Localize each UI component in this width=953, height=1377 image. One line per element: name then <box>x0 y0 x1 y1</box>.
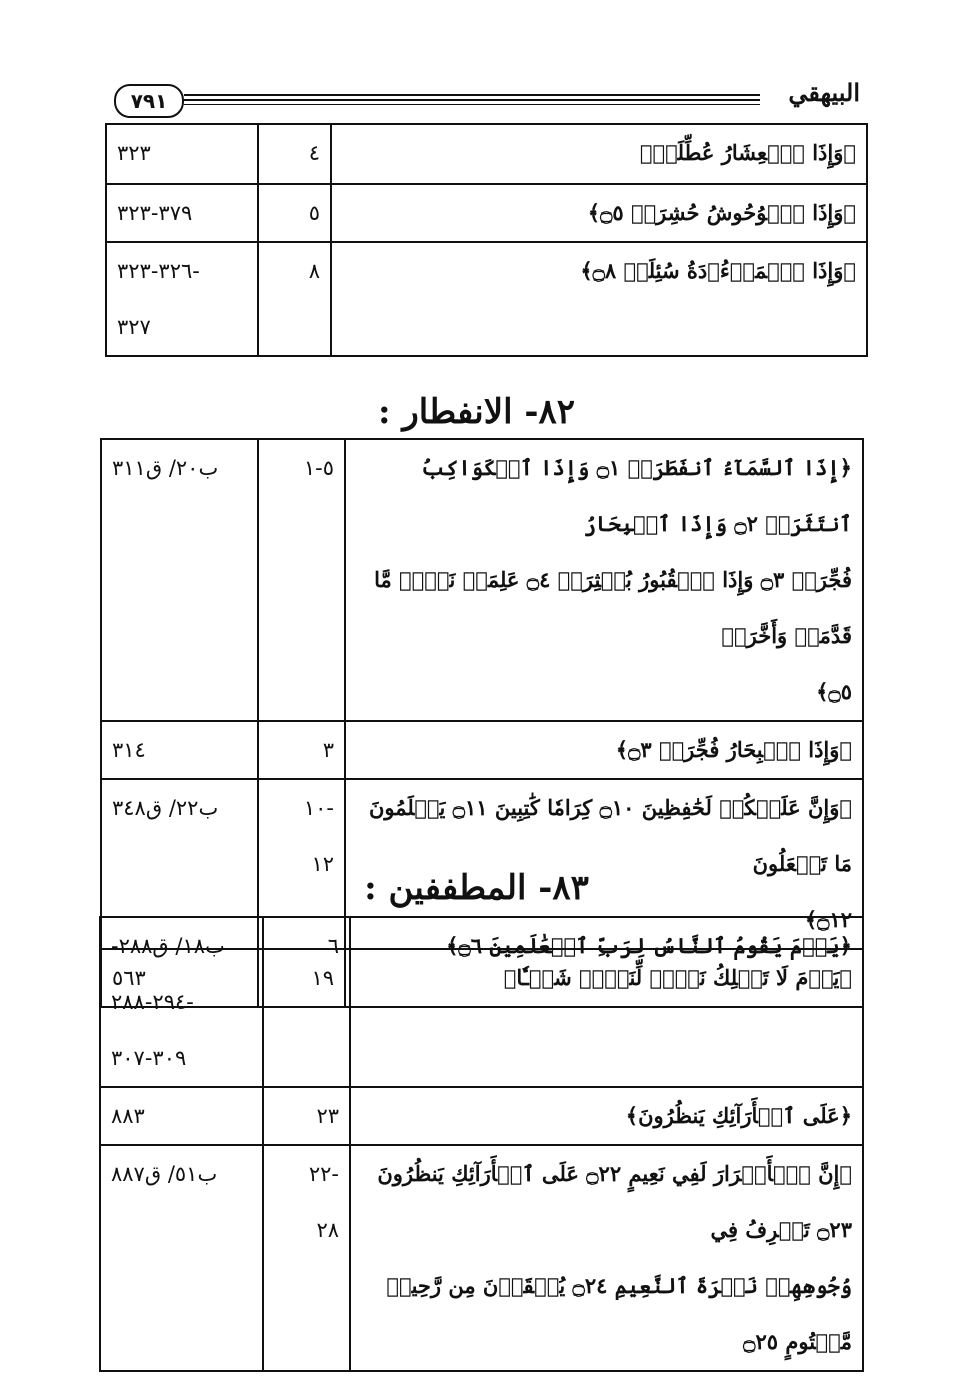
reference-cell: ٥٦٣ <box>101 949 258 1007</box>
ayah-cell: ٣ <box>258 721 345 779</box>
ayah-line: -١٠ <box>303 796 334 820</box>
reference-cell <box>100 917 263 1087</box>
verse-cell: ﴿وَإِذَا ٱلۡبِحَارُ فُجِّرَتۡ ۝٣﴾ <box>345 721 863 779</box>
reference-cell: ب٢٠/ ق٣١١ <box>101 439 258 721</box>
verse-line: ۝٥﴾ <box>816 679 852 704</box>
verse-cell: ﴿وَإِذَا ٱلۡمَوۡءُۥدَةُ سُئِلَتۡ ۝٨﴾ <box>331 242 867 356</box>
verse-cell: ﴿يَوۡمَ يَقُومُ ٱلنَّاسُ لِرَبِّ ٱلۡعَٰلَمِينَ ۝٦﴾ <box>350 917 863 1087</box>
ayah-cell: ٨ <box>258 242 331 356</box>
table-row <box>106 184 867 242</box>
verse-line: ۝١٢﴾ <box>804 907 852 932</box>
header-rule <box>184 104 760 105</box>
header-rule <box>184 94 760 96</box>
reference-line: -٢٩٤-٢٨٨ <box>111 990 194 1014</box>
verse-cell: ﴿وَإِذَا ٱلۡعِشَارُ عُطِّلَتۡ﴾ <box>331 124 867 184</box>
verse-cell <box>345 439 863 721</box>
reference-cell: ٣٧٩-٣٢٣ <box>106 184 258 242</box>
header-rule <box>184 99 760 101</box>
index-table-3 <box>99 916 864 1372</box>
table-row <box>101 439 863 721</box>
ayah-cell: ١٩ <box>258 949 345 1007</box>
ayah-line: -٢٢ <box>308 1162 339 1186</box>
reference-line: -٣٢٦-٣٢٣ <box>117 259 200 283</box>
table-row <box>100 917 863 1087</box>
table-row <box>100 1087 863 1145</box>
surah-heading-83: ٨٣- المطففين : <box>364 868 589 908</box>
reference-line: ٣٢٧ <box>117 315 151 339</box>
reference-cell: ٣٢٣ <box>106 124 258 184</box>
reference-line: ب١٨/ ق٢٨٨- <box>111 934 225 958</box>
table-row <box>100 1145 863 1371</box>
ayah-cell: ٤ <box>258 124 331 184</box>
verse-cell: ﴿عَلَى ٱلۡأَرَآئِكِ يَنظُرُونَ﴾ <box>350 1087 863 1145</box>
ayah-cell <box>263 1145 350 1371</box>
verse-line: فُجِّرَتۡ ۝٣ وَإِذَا ٱلۡقُبُورُ بُعۡثِرَتۡ ۝٤ عَلِمَتۡ نَفۡسٞ مَّا قَدَّمَتۡ وَأَخَّرَتۡ <box>374 567 852 648</box>
verse-cell: ﴿وَإِذَا ٱلۡوُحُوشُ حُشِرَتۡ ۝٥﴾ <box>331 184 867 242</box>
table-row <box>106 124 867 184</box>
reference-cell: ب٥١/ ق٨٨٧ <box>100 1145 263 1371</box>
table-row <box>106 242 867 356</box>
reference-cell: ٣١٤ <box>101 721 258 779</box>
ayah-cell: ٥-١ <box>258 439 345 721</box>
ayah-line: ١٢ <box>311 852 334 876</box>
verse-line: ﴿إِنَّ ٱلۡأَبۡرَارَ لَفِي نَعِيمٍ ۝٢٢ عَلَى ٱلۡأَرَآئِكِ يَنظُرُونَ ۝٢٣ تَعۡرِفُ فِي <box>377 1161 852 1242</box>
running-title: البيهقي <box>788 78 860 107</box>
surah-heading-82: ٨٢- الانفطار : <box>377 392 576 432</box>
reference-cell: ٨٨٣ <box>100 1087 263 1145</box>
reference-line: ٣٠٩-٣٠٧ <box>111 1046 187 1070</box>
verse-line: وُجُوهِهِمۡ نَضۡرَةَ ٱلنَّعِيمِ ۝٢٤ يُسۡقَوۡنَ مِن رَّحِيقٖ مَّخۡتُومٍ ۝٢٥ <box>386 1273 852 1354</box>
table-row <box>101 721 863 779</box>
page-number: ٧٩١ <box>114 84 184 118</box>
ayah-cell: ٦ <box>263 917 350 1087</box>
ayah-cell: ٢٣ <box>263 1087 350 1145</box>
reference-cell <box>106 242 258 356</box>
verse-cell: ﴿يَوۡمَ لَا تَمۡلِكُ نَفۡسٞ لِّنَفۡسٖ شَيۡـٔٗا﴾ <box>345 949 863 1007</box>
ayah-cell: ٥ <box>258 184 331 242</box>
page-header <box>108 78 860 122</box>
reference-cell: ب٢٢/ ق٣٤٨ <box>101 779 258 949</box>
verse-line: ﴿إِذَا ٱلسَّمَآءُ ٱنفَطَرَتۡ ۝١ وَإِذَا ٱلۡكَوَاكِبُ ٱنتَثَرَتۡ ۝٢ وَإِذَا ٱلۡبِحَارُ <box>421 455 852 536</box>
ayah-line: ٢٨ <box>316 1218 339 1242</box>
index-table-1 <box>105 123 868 357</box>
verse-line: ﴿وَإِنَّ عَلَيۡكُمۡ لَحَٰفِظِينَ ۝١٠ كِرَامٗا كَٰتِبِينَ ۝١١ يَعۡلَمُونَ مَا تَفۡعَلُونَ <box>368 795 852 876</box>
verse-cell <box>350 1145 863 1371</box>
